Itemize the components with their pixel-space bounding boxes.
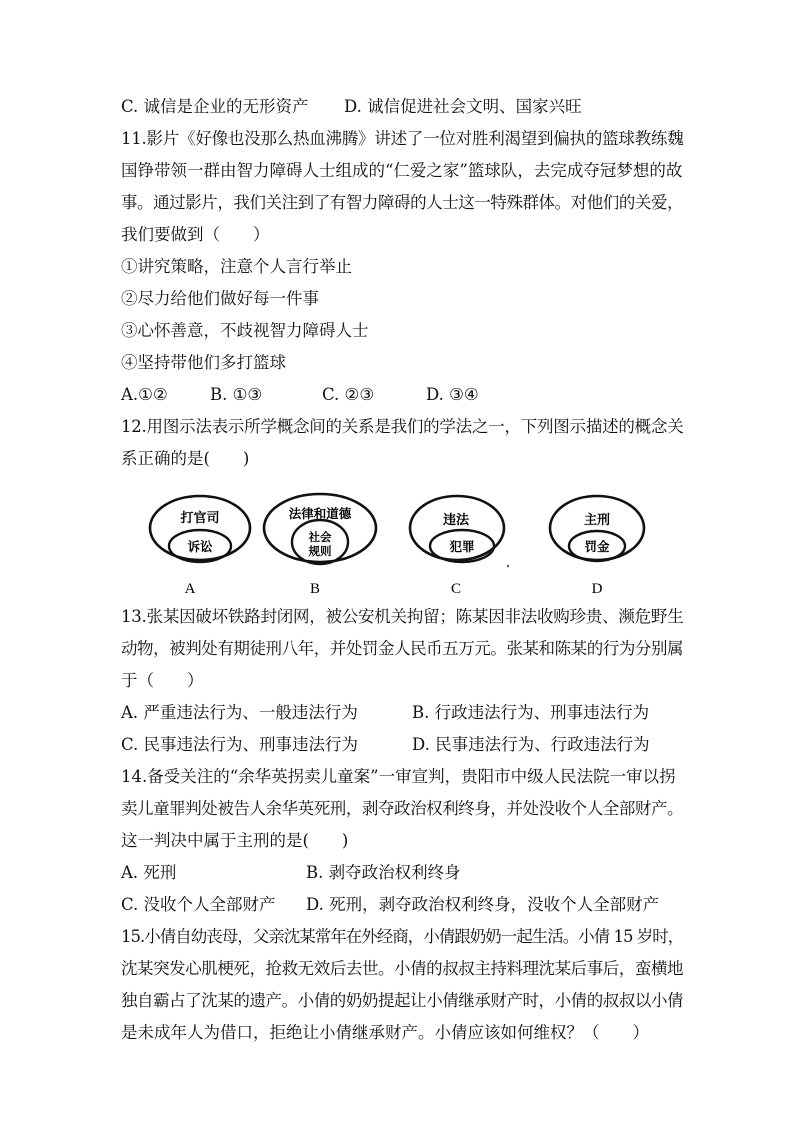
q13-stem-line-1: 13.张某因破坏铁路封闭网，被公安机关拘留；陈某因非法收购珍贵、濒危野生 bbox=[121, 607, 684, 626]
diagram-a-outer-label: 打官司 bbox=[180, 511, 220, 526]
stray-dot bbox=[507, 565, 509, 567]
q11-item-1: ①讲究策略，注意个人言行举止 bbox=[121, 257, 352, 276]
q15-stem-line-3: 独自霸占了沈某的遗产。小倩的奶奶提起让小倩继承财产时，小倩的叔叔以小倩 bbox=[121, 991, 684, 1010]
diagram-a-caption: A bbox=[184, 581, 196, 597]
q14-option-b: B. 剥夺政治权利终身 bbox=[306, 863, 461, 882]
q11-item-4: ④坚持带他们多打篮球 bbox=[121, 353, 286, 372]
diagram-b bbox=[264, 494, 376, 597]
q10-option-d: D. 诚信促进社会文明、国家兴旺 bbox=[344, 97, 582, 116]
q11-option-c: C. ②③ bbox=[322, 385, 375, 404]
diagram-d-outer-label: 主刑 bbox=[583, 513, 611, 528]
q13-option-d: D. 民事违法行为、行政违法行为 bbox=[412, 735, 650, 754]
q15-stem-line-2: 沈某突发心肌梗死，抢救无效后去世。小倩的叔叔主持料理沈某后事后，蛮横地 bbox=[121, 959, 684, 978]
q13-stem-line-2: 动物，被判处有期徒刑八年，并处罚金人民币五万元。张某和陈某的行为分别属 bbox=[121, 639, 684, 658]
q13-option-c: C. 民事违法行为、刑事违法行为 bbox=[121, 735, 359, 754]
q14-option-c: C. 没收个人全部财产 bbox=[121, 895, 276, 914]
q11-stem-line-1: 11.影片《好像也没那么热血沸腾》讲述了一位对胜利渴望到偏执的篮球教练魏 bbox=[121, 129, 684, 148]
q11-stem-line-4: 我们要做到（ ） bbox=[121, 225, 270, 244]
q11-option-b: B. ①③ bbox=[210, 385, 263, 404]
concept-diagrams-svg bbox=[140, 490, 660, 600]
diagram-d-inner-label: 罚金 bbox=[584, 539, 610, 554]
diagram-a bbox=[150, 496, 250, 597]
diagram-b-outer-label: 法律和道德 bbox=[288, 506, 352, 521]
q14-stem-line-2: 卖儿童罪判处被告人余华英死刑，剥夺政治权利终身，并处没收个人全部财产。 bbox=[121, 799, 684, 818]
q11-stem-line-2: 国铮带领一群由智力障碍人士组成的“仁爱之家”篮球队，去完成夺冠梦想的故 bbox=[121, 161, 683, 180]
diagram-d bbox=[550, 496, 644, 597]
q11-option-a: A.①② bbox=[121, 385, 168, 404]
q14-stem-line-3: 这一判决中属于主刑的是( ) bbox=[121, 831, 349, 850]
q11-item-2: ②尽力给他们做好每一件事 bbox=[121, 289, 319, 308]
q13-option-b: B. 行政违法行为、刑事违法行为 bbox=[412, 703, 650, 722]
q12-stem-line-1: 12.用图示法表示所学概念间的关系是我们的学法之一，下列图示描述的概念关 bbox=[121, 417, 684, 436]
diagram-c-caption: C bbox=[450, 581, 462, 597]
q13-stem-line-3: 于（ ） bbox=[121, 671, 204, 690]
q15-stem-line-1: 15.小倩自幼丧母，父亲沈某常年在外经商，小倩跟奶奶一起生活。小倩 15 岁时， bbox=[121, 927, 684, 946]
q11-item-3: ③心怀善意，不歧视智力障碍人士 bbox=[121, 321, 369, 340]
q15-stem-line-4: 是未成年人为借口，拒绝让小倩继承财产。小倩应该如何维权？（ ） bbox=[121, 1023, 649, 1042]
concept-diagrams bbox=[140, 490, 660, 600]
diagram-b-caption: B bbox=[309, 581, 321, 597]
q13-option-a: A. 严重违法行为、一般违法行为 bbox=[121, 703, 358, 722]
diagram-b-inner-label-line1: 社会 bbox=[308, 530, 332, 544]
diagram-d-caption: D bbox=[591, 581, 603, 597]
q11-option-d: D. ③④ bbox=[426, 385, 479, 404]
q10-option-c: C. 诚信是企业的无形资产 bbox=[121, 97, 309, 116]
q14-option-d: D. 死刑，剥夺政治权利终身，没收个人全部财产 bbox=[306, 895, 660, 914]
diagram-c-outer-label: 违法 bbox=[442, 513, 470, 528]
diagram-b-inner-label-line2: 规则 bbox=[308, 544, 332, 558]
q14-stem-line-1: 14.备受关注的“余华英拐卖儿童案”一审宣判，贵阳市中级人民法院一审以拐 bbox=[121, 767, 676, 786]
diagram-c-inner-label: 犯罪 bbox=[449, 539, 475, 554]
q14-option-a: A. 死刑 bbox=[121, 863, 177, 882]
diagram-c bbox=[410, 496, 509, 597]
q12-stem-line-2: 系正确的是( ) bbox=[121, 449, 250, 468]
q11-stem-line-3: 事。通过影片，我们关注到了有智力障碍的人士这一特殊群体。对他们的关爱， bbox=[121, 193, 684, 212]
diagram-a-inner-label: 诉讼 bbox=[187, 539, 213, 554]
